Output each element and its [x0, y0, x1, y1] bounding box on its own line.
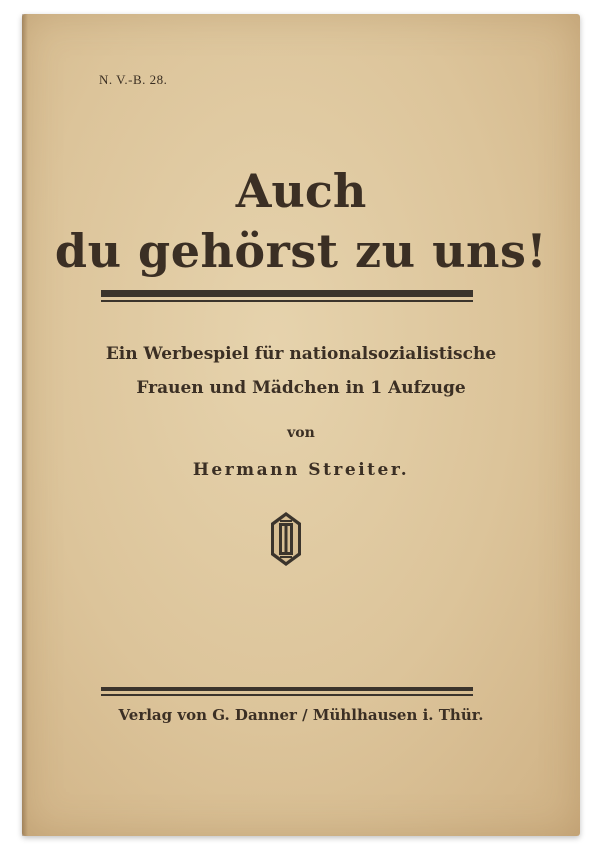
by-word: von [287, 425, 315, 441]
subtitle-line-2: Frauen und Mädchen in 1 Aufzuge [136, 378, 466, 398]
series-number: N. V.-B. 28. [99, 72, 168, 87]
publisher-rule-thin [101, 694, 473, 696]
booklet-cover [22, 14, 580, 836]
subtitle-line-1: Ein Werbespiel für nationalsozialistische [105, 344, 497, 364]
title-rule-thick [101, 290, 473, 297]
publisher-emblem-icon [269, 511, 303, 567]
title-rule-thin [101, 300, 473, 302]
author-name: Hermann Streiter. [192, 460, 410, 480]
title-line-2: du gehörst zu uns! [54, 224, 548, 278]
publisher-rule-thick [101, 687, 473, 691]
publisher-line: Verlag von G. Danner / Mühlhausen i. Thür. [118, 706, 484, 724]
title-line-1: Auch [235, 164, 367, 218]
